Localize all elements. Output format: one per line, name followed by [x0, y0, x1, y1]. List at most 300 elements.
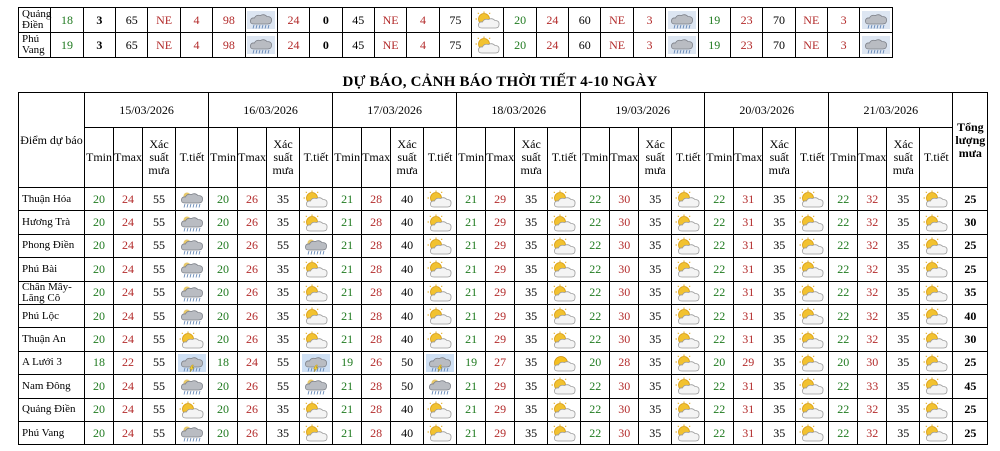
tmin-value: 22 — [581, 398, 610, 421]
sun-cloud-icon — [796, 398, 829, 421]
storm-cloud-icon — [176, 351, 209, 374]
header-rain-probability: Xác suất mưa — [391, 128, 424, 188]
rain-probability-value: 35 — [515, 211, 548, 234]
tmin-value: 20 — [209, 188, 238, 211]
tmax-value: 28 — [362, 234, 391, 257]
location-name: Chân Mây-Lăng Cô — [19, 281, 85, 304]
header-tmax: Tmax — [114, 128, 143, 188]
rain-probability-value: 55 — [143, 351, 176, 374]
tmax-value: 30 — [858, 351, 887, 374]
weather-icon — [666, 33, 698, 58]
sun-cloud-icon — [672, 234, 705, 257]
tmin-value: 21 — [457, 258, 486, 281]
cell: 75 — [439, 33, 471, 58]
cell: 24 — [277, 8, 309, 33]
tmin-value: 22 — [705, 304, 734, 327]
sun-cloud-icon — [300, 328, 333, 351]
tmin-value: 21 — [333, 398, 362, 421]
rain-probability-value: 35 — [267, 398, 300, 421]
rain-probability-value: 35 — [763, 421, 796, 444]
cell: 65 — [116, 33, 148, 58]
location-name: Phú Vang — [19, 421, 85, 444]
weather-icon — [860, 8, 893, 33]
sun-cloud-icon — [672, 281, 705, 304]
rain-probability-value: 55 — [267, 234, 300, 257]
tmax-value: 24 — [114, 304, 143, 327]
tmin-value: 22 — [581, 281, 610, 304]
previous-forecast-table — [18, 7, 893, 58]
tmin-value: 21 — [457, 211, 486, 234]
tmax-value: 30 — [610, 304, 639, 327]
tmin-value: 21 — [333, 375, 362, 398]
rain-probability-value: 35 — [515, 351, 548, 374]
rain-probability-value: 35 — [887, 375, 920, 398]
rain-probability-value: 35 — [763, 304, 796, 327]
tmin-value: 22 — [581, 328, 610, 351]
tmax-value: 30 — [610, 188, 639, 211]
sun-cloud-icon — [300, 211, 333, 234]
header-weather: T.tiết — [548, 128, 581, 188]
header-tmax: Tmax — [858, 128, 887, 188]
cell: NE — [601, 8, 633, 33]
sun-cloud-icon — [672, 375, 705, 398]
sun-cloud-icon — [424, 234, 457, 257]
table-row — [19, 304, 988, 327]
cell: NE — [148, 33, 180, 58]
tmax-value: 29 — [486, 398, 515, 421]
tmax-value: 30 — [610, 375, 639, 398]
sun-cloud-icon — [424, 304, 457, 327]
table-row — [19, 281, 988, 304]
rain-probability-value: 35 — [763, 281, 796, 304]
tmax-value: 33 — [858, 375, 887, 398]
rain-probability-value: 35 — [515, 398, 548, 421]
tmax-value: 24 — [114, 375, 143, 398]
rain-probability-value: 35 — [639, 234, 672, 257]
tmax-value: 24 — [114, 211, 143, 234]
tmax-value: 28 — [610, 351, 639, 374]
tmin-value: 22 — [705, 421, 734, 444]
location-name: Thuận Hóa — [19, 188, 85, 211]
tmax-value: 26 — [238, 328, 267, 351]
tmin-value: 21 — [333, 304, 362, 327]
tmax-value: 30 — [610, 421, 639, 444]
tmax-value: 26 — [362, 351, 391, 374]
header-date: 21/03/2026 — [829, 93, 953, 128]
tmax-value: 32 — [858, 398, 887, 421]
sun-cloud-icon — [548, 234, 581, 257]
sun-cloud-icon — [300, 281, 333, 304]
sun-cloud-icon — [176, 328, 209, 351]
tmin-value: 20 — [85, 421, 114, 444]
tmax-value: 31 — [734, 258, 763, 281]
tmax-value: 26 — [238, 375, 267, 398]
total-rain-value: 25 — [953, 258, 988, 281]
sun-cloud-icon — [920, 234, 953, 257]
sun-cloud-icon — [424, 398, 457, 421]
header-row-fields — [19, 128, 988, 188]
total-rain-value: 30 — [953, 211, 988, 234]
sun-cloud-icon — [548, 398, 581, 421]
tmax-value: 28 — [362, 328, 391, 351]
tmax-value: 24 — [114, 421, 143, 444]
rain-probability-value: 40 — [391, 304, 424, 327]
total-rain-value: 35 — [953, 281, 988, 304]
header-rain-probability: Xác suất mưa — [887, 128, 920, 188]
sun-cloud-icon — [796, 304, 829, 327]
cell: 70 — [763, 33, 795, 58]
rain-probability-value: 35 — [763, 375, 796, 398]
tmax-value: 28 — [362, 258, 391, 281]
weather-icon — [245, 33, 277, 58]
tmin-value: 22 — [829, 281, 858, 304]
tmax-value: 26 — [238, 188, 267, 211]
tmax-value: 31 — [734, 304, 763, 327]
cloud-rain-icon — [300, 234, 333, 257]
rain-probability-value: 35 — [639, 258, 672, 281]
sun-cloud-icon — [424, 211, 457, 234]
rain-probability-value: 35 — [887, 304, 920, 327]
sun-cloud-icon — [796, 188, 829, 211]
tmax-value: 22 — [114, 351, 143, 374]
location-name: Nam Đông — [19, 375, 85, 398]
sun-cloud-icon — [672, 258, 705, 281]
rain-probability-value: 35 — [639, 328, 672, 351]
rain-probability-value: 55 — [143, 421, 176, 444]
cloud-rain-icon — [176, 375, 209, 398]
rain-probability-value: 35 — [515, 281, 548, 304]
rain-probability-value: 35 — [763, 328, 796, 351]
tmin-value: 22 — [705, 375, 734, 398]
tmax-value: 29 — [486, 234, 515, 257]
rain-probability-value: 35 — [763, 234, 796, 257]
location-name: Thuận An — [19, 328, 85, 351]
header-tmin: Tmin — [581, 128, 610, 188]
cell: 23 — [730, 33, 762, 58]
table-row — [19, 421, 988, 444]
rain-probability-value: 35 — [267, 304, 300, 327]
rain-probability-value: 40 — [391, 234, 424, 257]
rain-probability-value: 55 — [143, 281, 176, 304]
tmax-value: 30 — [610, 281, 639, 304]
tmax-value: 28 — [362, 281, 391, 304]
rain-probability-value: 35 — [267, 211, 300, 234]
cell: NE — [148, 8, 180, 33]
rain-probability-value: 35 — [887, 351, 920, 374]
sun-cloud-icon — [920, 328, 953, 351]
cell: NE — [374, 33, 406, 58]
rain-probability-value: 35 — [763, 258, 796, 281]
cloud-rain-icon — [176, 258, 209, 281]
cloud-rain-icon — [300, 375, 333, 398]
sun-cloud-icon — [920, 398, 953, 421]
sun-cloud-icon — [548, 188, 581, 211]
cell: 18 — [51, 8, 83, 33]
tmin-value: 22 — [705, 188, 734, 211]
rain-probability-value: 35 — [887, 234, 920, 257]
rain-probability-value: 35 — [763, 351, 796, 374]
cell: 98 — [213, 8, 245, 33]
header-rain-probability: Xác suất mưa — [639, 128, 672, 188]
cell: 3 — [827, 8, 859, 33]
cell: NE — [795, 8, 827, 33]
sun-cloud-icon — [920, 258, 953, 281]
header-rain-probability: Xác suất mưa — [143, 128, 176, 188]
tmax-value: 32 — [858, 328, 887, 351]
tmin-value: 20 — [209, 234, 238, 257]
tmax-value: 24 — [114, 234, 143, 257]
header-weather: T.tiết — [796, 128, 829, 188]
tmin-value: 22 — [581, 258, 610, 281]
cell: 4 — [180, 33, 212, 58]
sun-cloud-icon — [796, 351, 829, 374]
header-rain-probability: Xác suất mưa — [267, 128, 300, 188]
cell: 20 — [504, 33, 536, 58]
cell: 0 — [310, 33, 342, 58]
table-row — [19, 258, 988, 281]
sun-cloud-bright-icon — [548, 351, 581, 374]
sun-cloud-icon — [672, 398, 705, 421]
cell: 3 — [83, 33, 115, 58]
sun-cloud-icon — [548, 328, 581, 351]
sun-cloud-icon — [920, 351, 953, 374]
rain-probability-value: 40 — [391, 328, 424, 351]
tmin-value: 19 — [457, 351, 486, 374]
sun-cloud-icon — [424, 258, 457, 281]
header-weather: T.tiết — [176, 128, 209, 188]
rain-probability-value: 35 — [639, 398, 672, 421]
sun-cloud-icon — [300, 421, 333, 444]
cloud-rain-icon — [424, 375, 457, 398]
cell: 60 — [569, 33, 601, 58]
sun-cloud-icon — [920, 421, 953, 444]
tmin-value: 19 — [333, 351, 362, 374]
previous-row — [19, 33, 893, 58]
tmax-value: 31 — [734, 234, 763, 257]
tmax-value: 31 — [734, 328, 763, 351]
tmax-value: 30 — [610, 328, 639, 351]
tmax-value: 29 — [486, 188, 515, 211]
tmax-value: 32 — [858, 304, 887, 327]
tmin-value: 22 — [705, 281, 734, 304]
tmax-value: 26 — [238, 234, 267, 257]
table-row — [19, 398, 988, 421]
rain-probability-value: 35 — [887, 421, 920, 444]
tmin-value: 22 — [829, 375, 858, 398]
header-weather: T.tiết — [920, 128, 953, 188]
rain-probability-value: 35 — [267, 281, 300, 304]
rain-probability-value: 55 — [143, 188, 176, 211]
tmax-value: 30 — [610, 234, 639, 257]
tmax-value: 26 — [238, 211, 267, 234]
tmin-value: 20 — [705, 351, 734, 374]
header-total-rain: Tổng lượng mưa — [953, 93, 988, 188]
cloud-rain-icon — [176, 281, 209, 304]
tmax-value: 24 — [114, 281, 143, 304]
tmin-value: 22 — [581, 304, 610, 327]
rain-probability-value: 40 — [391, 258, 424, 281]
rain-probability-value: 35 — [887, 258, 920, 281]
tmin-value: 21 — [333, 188, 362, 211]
sun-cloud-icon — [672, 421, 705, 444]
header-tmin: Tmin — [333, 128, 362, 188]
rain-probability-value: 35 — [639, 188, 672, 211]
tmax-value: 24 — [114, 328, 143, 351]
header-date: 15/03/2026 — [85, 93, 209, 128]
sun-cloud-icon — [672, 211, 705, 234]
sun-cloud-icon — [796, 375, 829, 398]
tmax-value: 32 — [858, 211, 887, 234]
tmax-value: 28 — [362, 188, 391, 211]
sun-cloud-icon — [424, 421, 457, 444]
tmax-value: 28 — [362, 304, 391, 327]
tmin-value: 22 — [705, 398, 734, 421]
cell: 75 — [439, 8, 471, 33]
header-tmax: Tmax — [486, 128, 515, 188]
rain-probability-value: 55 — [143, 375, 176, 398]
cell: 3 — [633, 33, 665, 58]
location-name: Quảng Điền — [19, 398, 85, 421]
rain-probability-value: 55 — [143, 211, 176, 234]
cell: 24 — [536, 33, 568, 58]
header-date: 16/03/2026 — [209, 93, 333, 128]
tmin-value: 21 — [457, 328, 486, 351]
tmin-value: 20 — [209, 421, 238, 444]
cloud-rain-icon — [176, 188, 209, 211]
tmin-value: 22 — [581, 234, 610, 257]
header-location: Điểm dự báo — [19, 93, 85, 188]
tmin-value: 22 — [829, 234, 858, 257]
header-date: 17/03/2026 — [333, 93, 457, 128]
tmax-value: 28 — [362, 398, 391, 421]
cell: 19 — [698, 33, 730, 58]
tmin-value: 20 — [209, 211, 238, 234]
cell: 70 — [763, 8, 795, 33]
tmin-value: 22 — [581, 211, 610, 234]
tmin-value: 22 — [829, 398, 858, 421]
sun-cloud-icon — [548, 421, 581, 444]
weather-icon — [245, 8, 277, 33]
header-tmin: Tmin — [85, 128, 114, 188]
rain-probability-value: 35 — [763, 188, 796, 211]
tmax-value: 26 — [238, 421, 267, 444]
rain-probability-value: 40 — [391, 398, 424, 421]
tmax-value: 29 — [486, 304, 515, 327]
tmin-value: 20 — [581, 351, 610, 374]
tmax-value: 28 — [362, 375, 391, 398]
rain-probability-value: 35 — [515, 328, 548, 351]
tmin-value: 21 — [333, 328, 362, 351]
sun-cloud-icon — [796, 421, 829, 444]
location-name: Hương Trà — [19, 211, 85, 234]
header-tmin: Tmin — [209, 128, 238, 188]
sun-cloud-icon — [424, 188, 457, 211]
rain-probability-value: 55 — [143, 304, 176, 327]
location-name: Phú Vang — [19, 33, 51, 58]
rain-probability-value: 40 — [391, 421, 424, 444]
tmin-value: 22 — [829, 328, 858, 351]
cell: 0 — [310, 8, 342, 33]
tmin-value: 20 — [209, 304, 238, 327]
sun-cloud-icon — [300, 258, 333, 281]
tmax-value: 32 — [858, 234, 887, 257]
header-date: 18/03/2026 — [457, 93, 581, 128]
rain-probability-value: 40 — [391, 281, 424, 304]
sun-cloud-icon — [796, 328, 829, 351]
rain-probability-value: 35 — [267, 258, 300, 281]
sun-cloud-icon — [796, 281, 829, 304]
header-tmax: Tmax — [734, 128, 763, 188]
cell: 24 — [277, 33, 309, 58]
tmin-value: 22 — [705, 258, 734, 281]
tmin-value: 22 — [829, 421, 858, 444]
header-date: 20/03/2026 — [705, 93, 829, 128]
tmin-value: 21 — [333, 258, 362, 281]
rain-probability-value: 35 — [267, 328, 300, 351]
rain-probability-value: 35 — [887, 398, 920, 421]
rain-probability-value: 35 — [515, 234, 548, 257]
location-name: A Lưới 3 — [19, 351, 85, 374]
sun-cloud-icon — [672, 304, 705, 327]
header-rain-probability: Xác suất mưa — [515, 128, 548, 188]
tmax-value: 30 — [610, 258, 639, 281]
tmin-value: 20 — [209, 281, 238, 304]
tmax-value: 31 — [734, 375, 763, 398]
rain-probability-value: 55 — [143, 328, 176, 351]
rain-probability-value: 35 — [639, 421, 672, 444]
total-rain-value: 25 — [953, 188, 988, 211]
tmax-value: 29 — [486, 375, 515, 398]
rain-probability-value: 35 — [887, 328, 920, 351]
cloud-rain-icon — [176, 304, 209, 327]
tmin-value: 20 — [209, 328, 238, 351]
tmax-value: 29 — [486, 281, 515, 304]
tmax-value: 29 — [486, 258, 515, 281]
rain-probability-value: 35 — [639, 304, 672, 327]
storm-cloud-icon — [424, 351, 457, 374]
tmin-value: 21 — [457, 304, 486, 327]
tmin-value: 20 — [85, 375, 114, 398]
tmax-value: 32 — [858, 188, 887, 211]
table-row — [19, 211, 988, 234]
tmax-value: 32 — [858, 258, 887, 281]
tmax-value: 29 — [734, 351, 763, 374]
rain-probability-value: 55 — [267, 351, 300, 374]
table-row — [19, 351, 988, 374]
rain-probability-value: 40 — [391, 188, 424, 211]
rain-probability-value: 40 — [391, 211, 424, 234]
cell: 60 — [569, 8, 601, 33]
rain-probability-value: 35 — [763, 211, 796, 234]
cloud-rain-icon — [176, 234, 209, 257]
sun-cloud-icon — [300, 188, 333, 211]
tmax-value: 31 — [734, 281, 763, 304]
header-weather: T.tiết — [672, 128, 705, 188]
sun-cloud-icon — [672, 188, 705, 211]
sun-cloud-icon — [548, 304, 581, 327]
tmax-value: 29 — [486, 211, 515, 234]
rain-probability-value: 35 — [515, 421, 548, 444]
tmax-value: 31 — [734, 188, 763, 211]
tmax-value: 24 — [114, 188, 143, 211]
location-name: Phú Lộc — [19, 304, 85, 327]
tmin-value: 20 — [85, 281, 114, 304]
cell: 4 — [407, 8, 439, 33]
weather-icon — [666, 8, 698, 33]
tmin-value: 18 — [209, 351, 238, 374]
table-row — [19, 234, 988, 257]
cell: 65 — [116, 8, 148, 33]
